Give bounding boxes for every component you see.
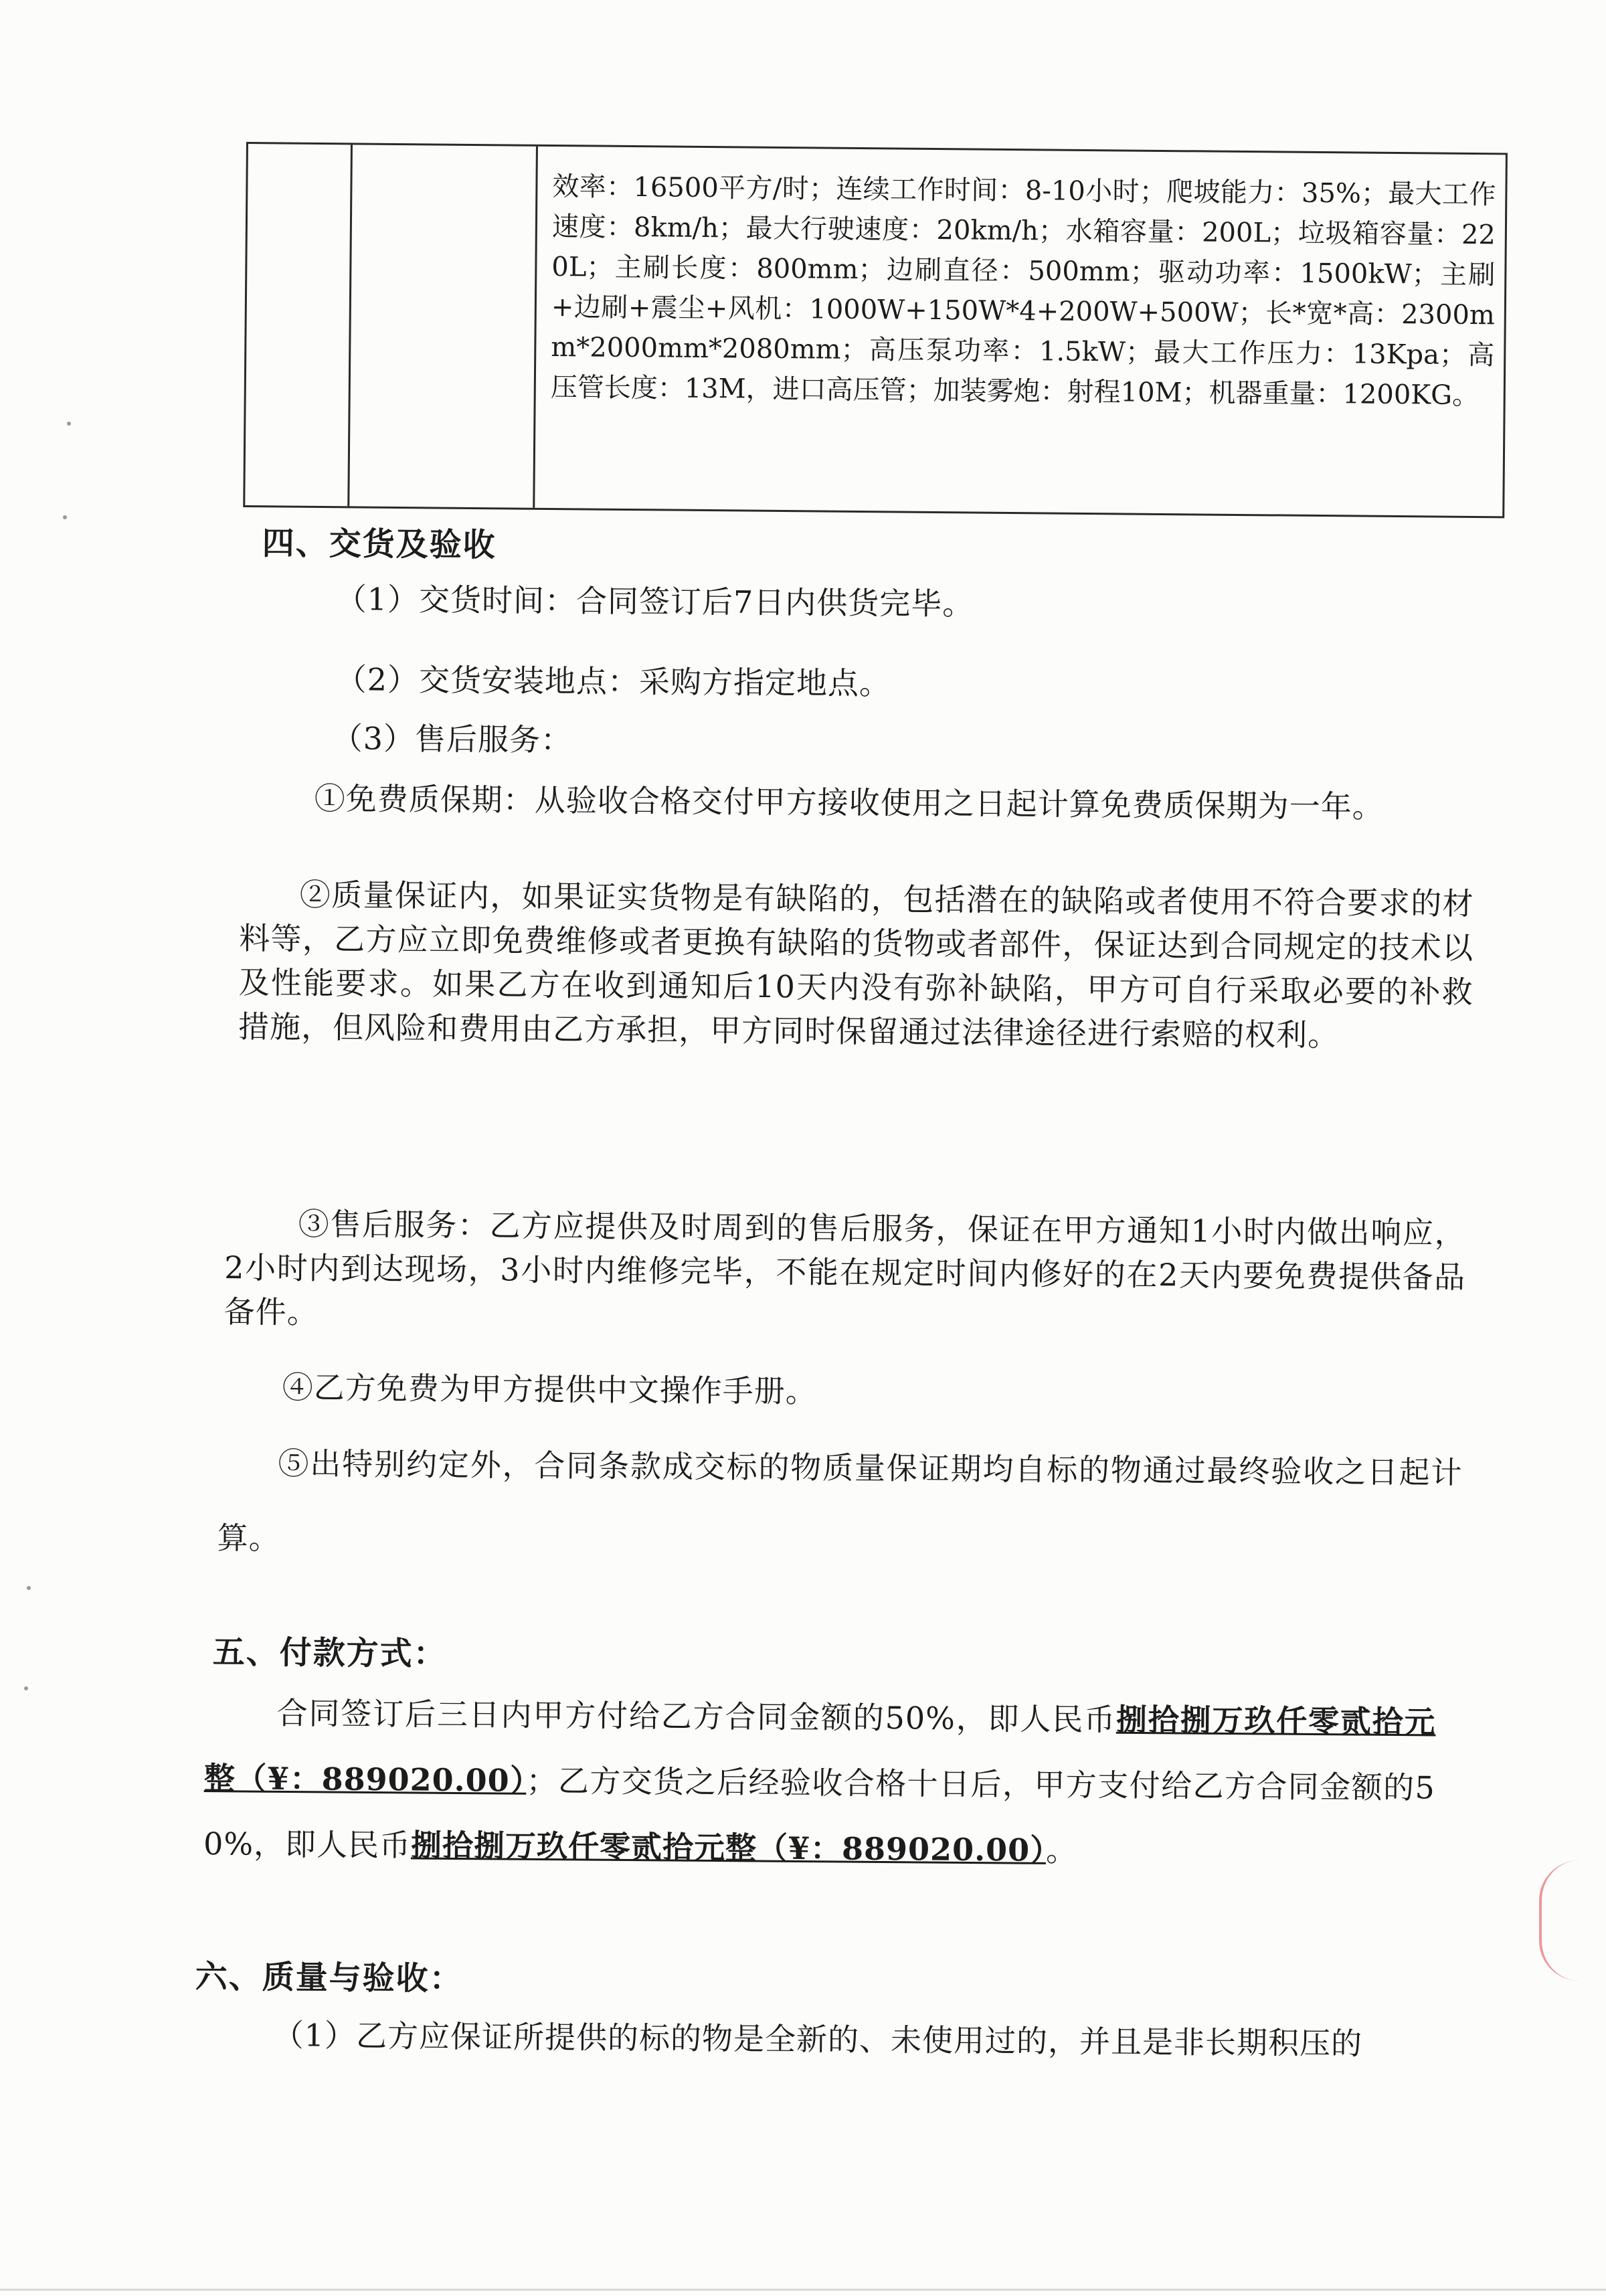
section-5-heading: 五、付款方式： bbox=[212, 1633, 447, 1673]
quality-guarantee: ②质量保证内，如果证实货物是有缺陷的，包括潜在的缺陷或者使用不符合要求的材料等，乙方应立即免费维修或者更换有缺陷的货物或者部件，保证达到合同规定的技术以及性能要求。如果乙方在收到通知后10天内没有弥补缺陷，甲方可自行采取必要的补救措施，但风险和费用由乙方承担，甲方同时保留通过法律途径进行索赔的权利。 bbox=[238, 876, 1474, 1053]
delivery-time: （1）交货时间：合同签订后7日内供货完毕。 bbox=[335, 580, 974, 622]
scan-speck bbox=[24, 1686, 28, 1690]
payment-amount-second: 捌拾捌万玖仟零贰拾元整（¥：889020.00） bbox=[410, 1827, 1047, 1868]
section-6-heading: 六、质量与验收： bbox=[195, 1957, 463, 1998]
payment-text-first: 合同签订后三日内甲方付给乙方合同金额的50%，即人民币 bbox=[276, 1694, 1117, 1738]
spec-parameters-text: 效率：16500平方/时；连续工作时间：8-10小时；爬坡能力：35%；最大工作速度：8km/h；最大行驶速度：20km/h；水箱容量：200L；垃圾箱容量：220L；主刷长度：800mm；边刷直径：500mm；驱动功率：1500kW；主刷+边刷+震尘+风机：1000W+150W*4+200W+500W；长*宽*高：2300mm*2000mm*2080mm；高压泵功率：1.5kW；最大工作压力：13Kpa；高压管长度：13M，进口高压管；加装雾炮：射程10M；机器重量：1200KG。 bbox=[550, 171, 1496, 412]
seal-stamp-edge bbox=[1539, 1860, 1602, 1981]
new-goods-guarantee: （1）乙方应保证所提供的标的物是全新的、未使用过的，并且是非长期积压的 bbox=[272, 2016, 1363, 2062]
warranty-period: ①免费质保期：从验收合格交付甲方接收使用之日起计算免费质保期为一年。 bbox=[314, 780, 1384, 825]
section-4-heading: 四、交货及验收 bbox=[262, 524, 497, 564]
payment-terms bbox=[203, 1680, 1436, 1886]
payment-text-second: ；乙方交货之后经验收合格十日后，甲方支付给乙方合同金额的50%，即人民币 bbox=[203, 1762, 1436, 1864]
manual-provision: ④乙方免费为甲方提供中文操作手册。 bbox=[282, 1368, 817, 1410]
scan-speck bbox=[67, 422, 71, 426]
scan-speck bbox=[63, 515, 67, 519]
page-bottom-edge bbox=[0, 2289, 1606, 2291]
delivery-location: （2）交货安装地点：采购方指定地点。 bbox=[335, 660, 891, 702]
payment-amount-first: 捌拾捌万玖仟零贰拾元整（¥：889020.00） bbox=[203, 1701, 1436, 1799]
scan-speck bbox=[27, 1586, 31, 1590]
payment-text-end: 。 bbox=[1045, 1832, 1078, 1869]
after-sales-label: （3）售后服务： bbox=[331, 719, 573, 758]
spec-table bbox=[243, 142, 1508, 518]
table-column-divider bbox=[533, 147, 538, 508]
warranty-start: ⑤出特别约定外，合同条款成交标的物质量保证期均自标的物通过最终验收之日起计算。 bbox=[217, 1445, 1463, 1557]
table-column-divider bbox=[347, 145, 353, 506]
after-sales-service: ③售后服务：乙方应提供及时周到的售后服务，保证在甲方通知1小时内做出响应，2小时内到达现场，3小时内维修完毕，不能在规定时间内修好的在2天内要免费提供备品备件。 bbox=[224, 1205, 1466, 1331]
